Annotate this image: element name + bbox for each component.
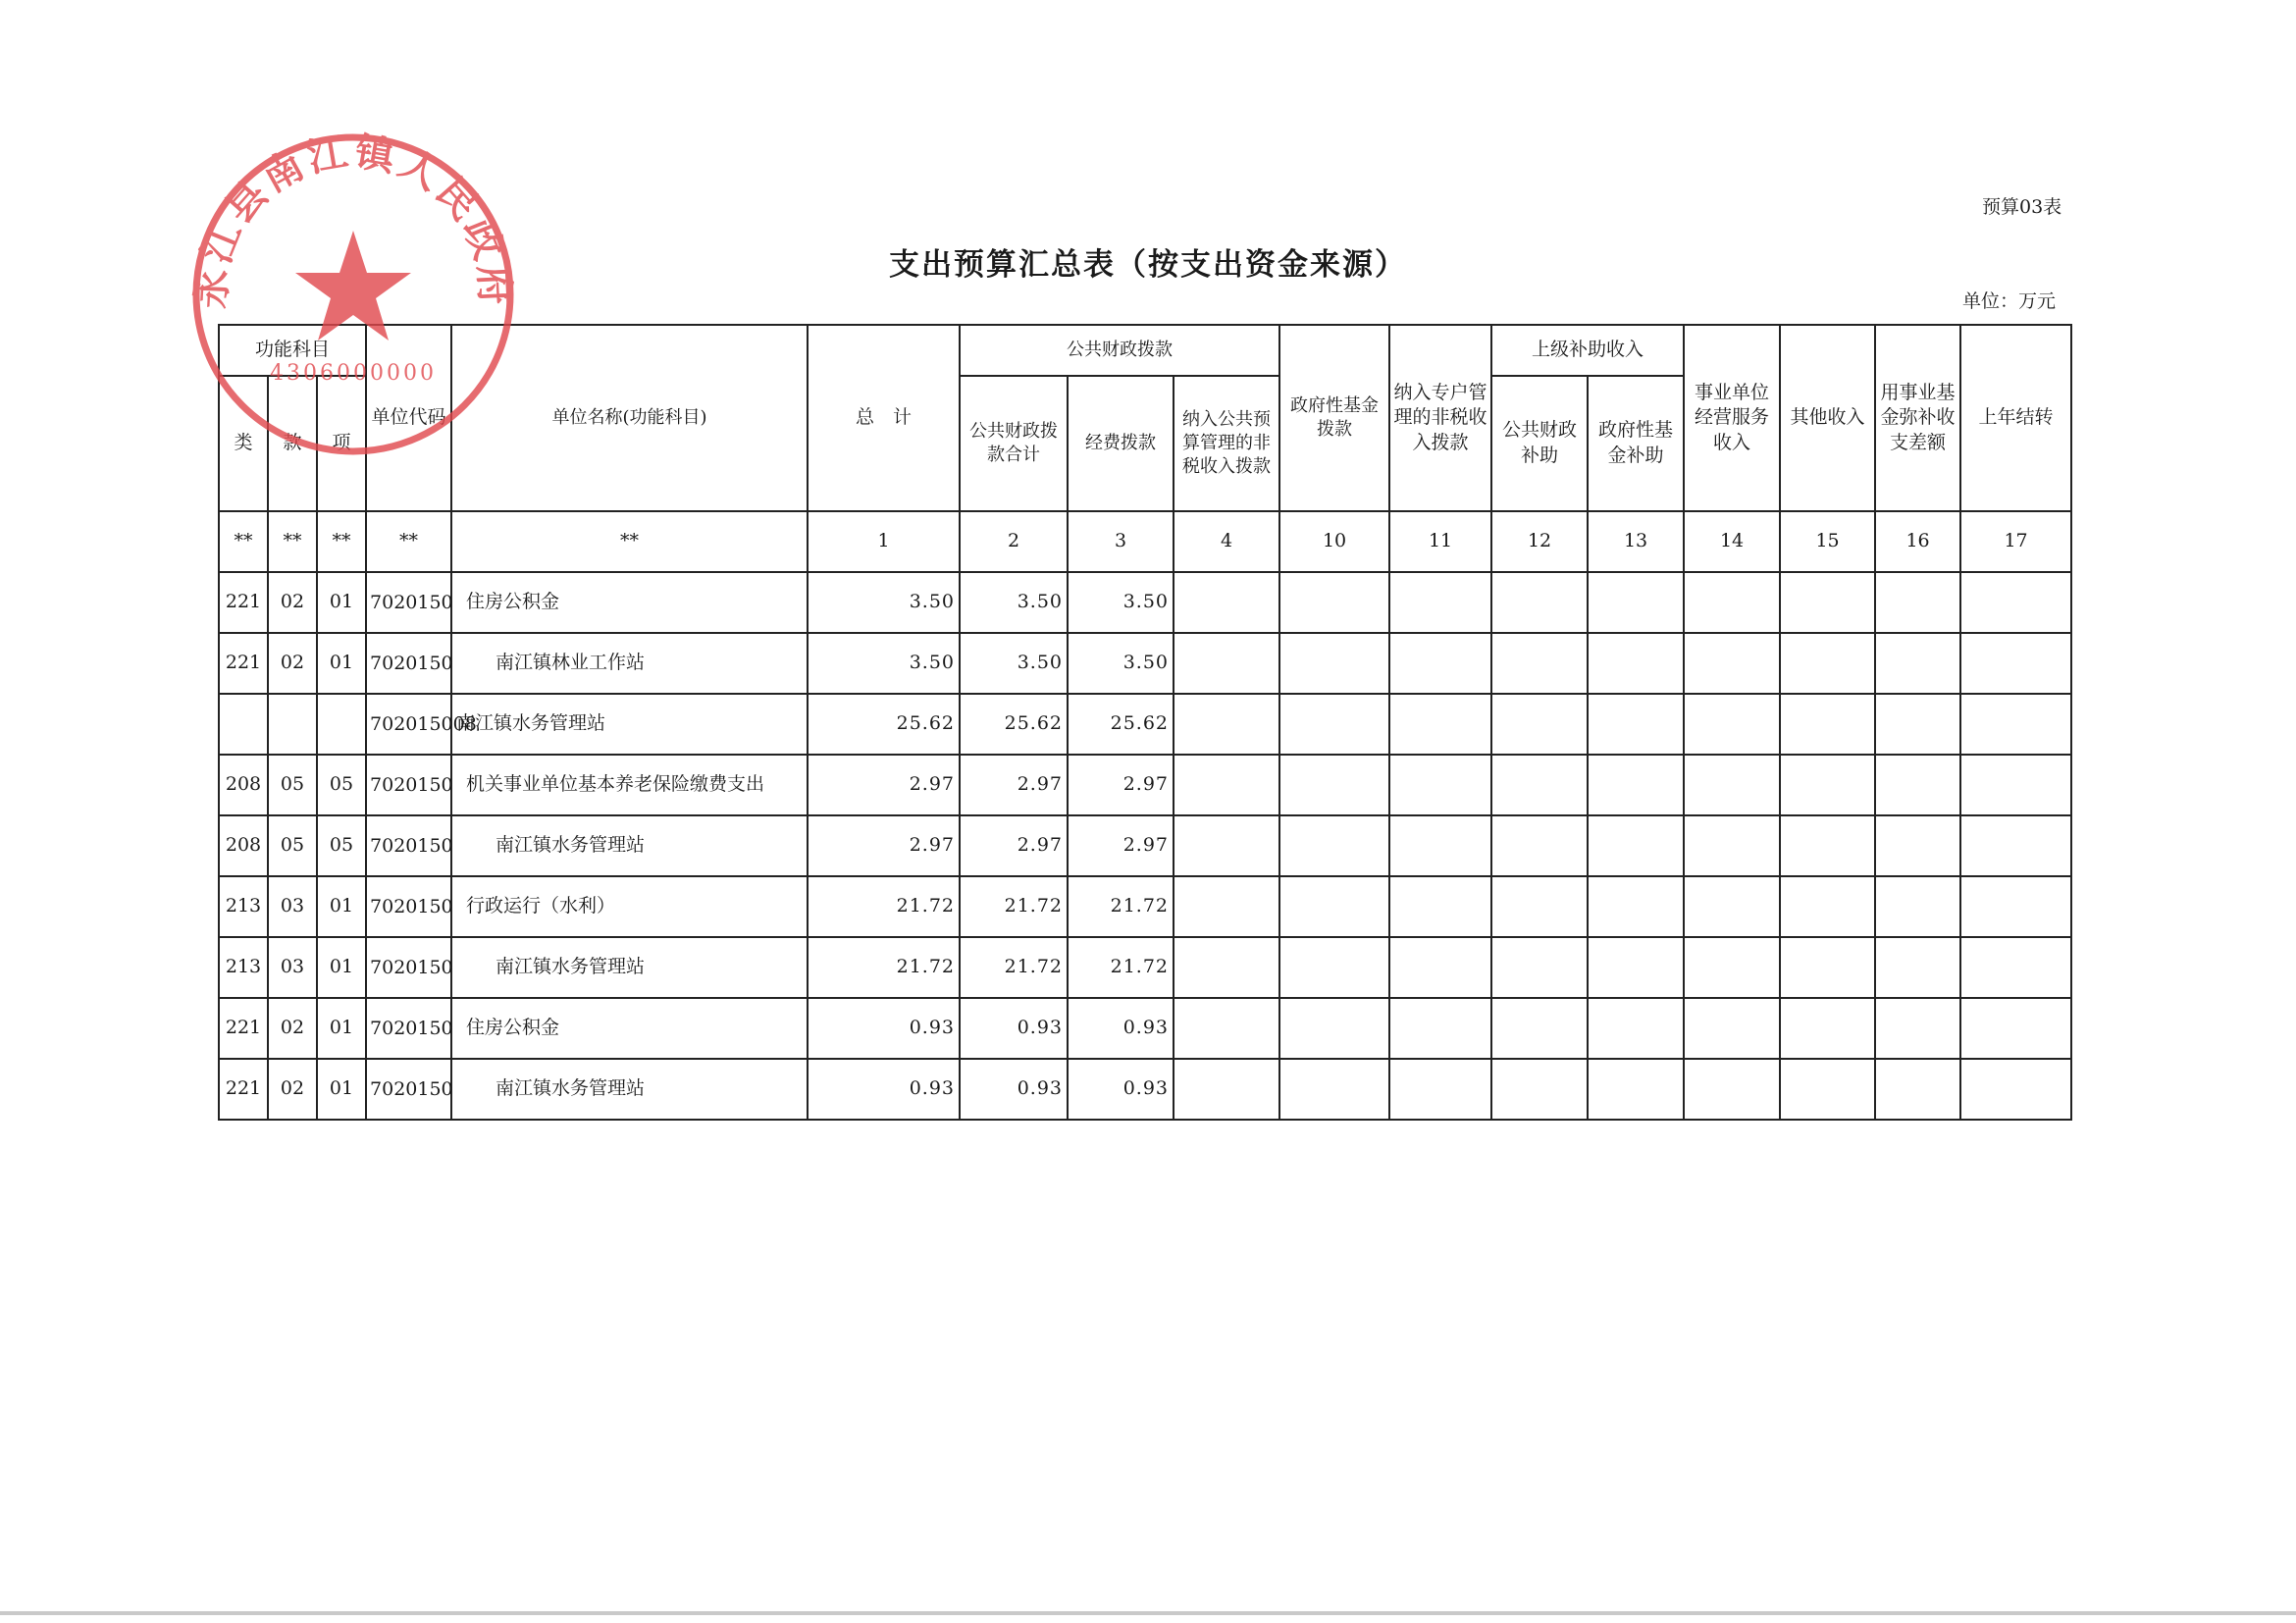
empty-cell — [1780, 876, 1875, 937]
public-finance-total-cell: 0.93 — [960, 1059, 1068, 1120]
empty-cell — [1491, 815, 1588, 876]
operating-funds-cell: 2.97 — [1068, 815, 1174, 876]
kuan-cell: 02 — [268, 633, 317, 694]
header-prior-carryover: 上年结转 — [1960, 325, 2071, 511]
unit-name-cell: 南江镇水务管理站 — [451, 815, 808, 876]
empty-cell — [1491, 633, 1588, 694]
unit-code-cell: 7020150 — [366, 876, 451, 937]
empty-cell — [1491, 1059, 1588, 1120]
empty-cell — [1588, 876, 1684, 937]
column-index-cell: ** — [317, 511, 366, 572]
header-operating-funds: 经费拨款 — [1068, 376, 1174, 511]
unit-code-cell: 7020150 — [366, 937, 451, 998]
empty-cell — [1389, 694, 1491, 755]
empty-cell — [1588, 572, 1684, 633]
empty-cell — [1174, 876, 1279, 937]
header-business-service: 事业单位经营服务收入 — [1684, 325, 1780, 511]
empty-cell — [1875, 755, 1960, 815]
column-index-cell: 13 — [1588, 511, 1684, 572]
column-index-cell: 2 — [960, 511, 1068, 572]
empty-cell — [1684, 572, 1780, 633]
kuan-cell: 02 — [268, 998, 317, 1059]
public-finance-total-cell: 25.62 — [960, 694, 1068, 755]
empty-cell — [1684, 937, 1780, 998]
column-index-row — [219, 511, 2071, 572]
header-functional-subject: 功能科目 — [219, 325, 366, 376]
empty-cell — [1174, 633, 1279, 694]
lei-cell: 208 — [219, 755, 268, 815]
kuan-cell: 02 — [268, 1059, 317, 1120]
unit-code-cell: 7020150 — [366, 1059, 451, 1120]
header-special-nontax: 纳入专户管理的非税收入拨款 — [1389, 325, 1491, 511]
empty-cell — [1389, 998, 1491, 1059]
unit-code-cell: 7020150 — [366, 572, 451, 633]
empty-cell — [1684, 694, 1780, 755]
column-index-cell: 14 — [1684, 511, 1780, 572]
operating-funds-cell: 3.50 — [1068, 633, 1174, 694]
xiang-cell: 01 — [317, 572, 366, 633]
public-finance-total-cell: 2.97 — [960, 815, 1068, 876]
operating-funds-cell: 25.62 — [1068, 694, 1174, 755]
table-row — [219, 876, 2071, 937]
unit-code-cell: 7020150 — [366, 755, 451, 815]
empty-cell — [1875, 937, 1960, 998]
header-total: 总 计 — [808, 325, 960, 511]
header-superior-subsidy: 上级补助收入 — [1491, 325, 1684, 376]
unit-code-cell: 7020150 — [366, 815, 451, 876]
empty-cell — [1174, 998, 1279, 1059]
operating-funds-cell: 0.93 — [1068, 998, 1174, 1059]
empty-cell — [1491, 998, 1588, 1059]
header-superior-gov-fund: 政府性基金补助 — [1588, 376, 1684, 511]
empty-cell — [1389, 572, 1491, 633]
total-cell: 0.93 — [808, 998, 960, 1059]
unit-name-cell: 住房公积金 — [451, 998, 808, 1059]
empty-cell — [1960, 572, 2071, 633]
unit-name-cell: 行政运行（水利） — [451, 876, 808, 937]
operating-funds-cell: 0.93 — [1068, 1059, 1174, 1120]
empty-cell — [1279, 937, 1389, 998]
total-cell: 21.72 — [808, 876, 960, 937]
xiang-cell: 05 — [317, 755, 366, 815]
header-kuan: 款 — [268, 376, 317, 511]
table-row — [219, 694, 2071, 755]
empty-cell — [1960, 694, 2071, 755]
xiang-cell: 01 — [317, 937, 366, 998]
lei-cell: 213 — [219, 937, 268, 998]
header-superior-public: 公共财政补助 — [1491, 376, 1588, 511]
empty-cell — [1780, 694, 1875, 755]
kuan-cell: 03 — [268, 876, 317, 937]
xiang-cell: 01 — [317, 1059, 366, 1120]
column-index-cell: 3 — [1068, 511, 1174, 572]
kuan-cell: 02 — [268, 572, 317, 633]
table-row — [219, 998, 2071, 1059]
empty-cell — [1389, 755, 1491, 815]
unit-name-cell: 南江镇林业工作站 — [451, 633, 808, 694]
column-index-cell: ** — [366, 511, 451, 572]
empty-cell — [1960, 998, 2071, 1059]
empty-cell — [1389, 815, 1491, 876]
empty-cell — [1279, 1059, 1389, 1120]
unit-code-cell: 702015008 — [366, 694, 451, 755]
empty-cell — [1174, 755, 1279, 815]
empty-cell — [1279, 998, 1389, 1059]
empty-cell — [1279, 694, 1389, 755]
empty-cell — [1279, 572, 1389, 633]
column-index-cell: 1 — [808, 511, 960, 572]
xiang-cell: 01 — [317, 998, 366, 1059]
empty-cell — [1279, 876, 1389, 937]
empty-cell — [1389, 876, 1491, 937]
column-index-cell: ** — [451, 511, 808, 572]
header-public-finance: 公共财政拨款 — [960, 325, 1279, 376]
public-finance-total-cell: 21.72 — [960, 937, 1068, 998]
table-row — [219, 755, 2071, 815]
empty-cell — [1279, 633, 1389, 694]
header-xiang: 项 — [317, 376, 366, 511]
unit-name-cell: 南江镇水务管理站 — [451, 1059, 808, 1120]
column-index-cell: 15 — [1780, 511, 1875, 572]
empty-cell — [1174, 815, 1279, 876]
lei-cell: 208 — [219, 815, 268, 876]
empty-cell — [1684, 876, 1780, 937]
operating-funds-cell: 3.50 — [1068, 572, 1174, 633]
empty-cell — [1279, 755, 1389, 815]
empty-cell — [1684, 633, 1780, 694]
seal-code: 4306000000 — [270, 361, 437, 386]
kuan-cell: 03 — [268, 937, 317, 998]
lei-cell — [219, 694, 268, 755]
empty-cell — [1588, 633, 1684, 694]
column-index-cell: 16 — [1875, 511, 1960, 572]
empty-cell — [1174, 937, 1279, 998]
public-finance-total-cell: 3.50 — [960, 572, 1068, 633]
header-public-finance-total: 公共财政拨款合计 — [960, 376, 1068, 511]
header-other-income: 其他收入 — [1780, 325, 1875, 511]
empty-cell — [1960, 1059, 2071, 1120]
public-finance-total-cell: 2.97 — [960, 755, 1068, 815]
empty-cell — [1279, 815, 1389, 876]
empty-cell — [1684, 815, 1780, 876]
column-index-cell: ** — [268, 511, 317, 572]
unit-code-cell: 7020150 — [366, 633, 451, 694]
empty-cell — [1174, 1059, 1279, 1120]
column-index-cell: 11 — [1389, 511, 1491, 572]
xiang-cell: 01 — [317, 633, 366, 694]
total-cell: 3.50 — [808, 572, 960, 633]
header-unit-code: 单位代码 — [366, 325, 451, 511]
unit-label: 单位：万元 — [1962, 290, 2057, 312]
empty-cell — [1588, 998, 1684, 1059]
column-index-cell: 12 — [1491, 511, 1588, 572]
xiang-cell: 05 — [317, 815, 366, 876]
empty-cell — [1960, 815, 2071, 876]
kuan-cell: 05 — [268, 815, 317, 876]
empty-cell — [1780, 937, 1875, 998]
lei-cell: 221 — [219, 998, 268, 1059]
empty-cell — [1174, 572, 1279, 633]
empty-cell — [1780, 755, 1875, 815]
table-row — [219, 937, 2071, 998]
empty-cell — [1875, 876, 1960, 937]
empty-cell — [1491, 694, 1588, 755]
operating-funds-cell: 21.72 — [1068, 937, 1174, 998]
lei-cell: 221 — [219, 1059, 268, 1120]
total-cell: 25.62 — [808, 694, 960, 755]
total-cell: 2.97 — [808, 755, 960, 815]
empty-cell — [1588, 755, 1684, 815]
empty-cell — [1960, 633, 2071, 694]
page-title: 支出预算汇总表（按支出资金来源） — [889, 247, 1407, 283]
header-nontax-budget: 纳入公共预算管理的非税收入拨款 — [1174, 376, 1279, 511]
empty-cell — [1174, 694, 1279, 755]
empty-cell — [1588, 937, 1684, 998]
total-cell: 0.93 — [808, 1059, 960, 1120]
empty-cell — [1491, 572, 1588, 633]
kuan-cell: 05 — [268, 755, 317, 815]
kuan-cell — [268, 694, 317, 755]
empty-cell — [1780, 1059, 1875, 1120]
empty-cell — [1780, 815, 1875, 876]
unit-name-cell: 住房公积金 — [451, 572, 808, 633]
star-icon — [295, 231, 411, 340]
lei-cell: 221 — [219, 633, 268, 694]
empty-cell — [1875, 815, 1960, 876]
empty-cell — [1389, 633, 1491, 694]
column-index-cell: 10 — [1279, 511, 1389, 572]
empty-cell — [1684, 755, 1780, 815]
empty-cell — [1875, 694, 1960, 755]
empty-cell — [1875, 998, 1960, 1059]
table-row — [219, 1059, 2071, 1120]
xiang-cell — [317, 694, 366, 755]
empty-cell — [1780, 633, 1875, 694]
header-unit-name: 单位名称(功能科目) — [451, 325, 808, 511]
operating-funds-cell: 21.72 — [1068, 876, 1174, 937]
empty-cell — [1780, 572, 1875, 633]
empty-cell — [1875, 572, 1960, 633]
header-lei: 类 — [219, 376, 268, 511]
empty-cell — [1960, 937, 2071, 998]
empty-cell — [1875, 633, 1960, 694]
header-fund-cover: 用事业基金弥补收支差额 — [1875, 325, 1960, 511]
unit-name-cell: 南江镇水务管理站 — [451, 937, 808, 998]
lei-cell: 213 — [219, 876, 268, 937]
table-row — [219, 633, 2071, 694]
form-number: 预算03表 — [1982, 196, 2062, 218]
operating-funds-cell: 2.97 — [1068, 755, 1174, 815]
official-seal — [182, 123, 525, 466]
empty-cell — [1588, 815, 1684, 876]
total-cell: 2.97 — [808, 815, 960, 876]
unit-name-cell: 机关事业单位基本养老保险缴费支出 — [451, 755, 808, 815]
xiang-cell: 01 — [317, 876, 366, 937]
empty-cell — [1588, 694, 1684, 755]
table-row — [219, 815, 2071, 876]
header-gov-fund: 政府性基金拨款 — [1279, 325, 1389, 511]
unit-name-cell: 南江镇水务管理站 — [451, 694, 808, 755]
empty-cell — [1960, 755, 2071, 815]
empty-cell — [1588, 1059, 1684, 1120]
empty-cell — [1491, 937, 1588, 998]
public-finance-total-cell: 3.50 — [960, 633, 1068, 694]
empty-cell — [1684, 998, 1780, 1059]
empty-cell — [1491, 876, 1588, 937]
empty-cell — [1875, 1059, 1960, 1120]
table-row — [219, 572, 2071, 633]
empty-cell — [1780, 998, 1875, 1059]
empty-cell — [1491, 755, 1588, 815]
empty-cell — [1389, 937, 1491, 998]
table-body — [219, 572, 2071, 1120]
total-cell: 3.50 — [808, 633, 960, 694]
public-finance-total-cell: 0.93 — [960, 998, 1068, 1059]
column-index-cell: 4 — [1174, 511, 1279, 572]
seal-text: 永江县南江镇人民政府 — [188, 128, 518, 310]
empty-cell — [1389, 1059, 1491, 1120]
column-index-cell: ** — [219, 511, 268, 572]
unit-code-cell: 7020150 — [366, 998, 451, 1059]
total-cell: 21.72 — [808, 937, 960, 998]
empty-cell — [1684, 1059, 1780, 1120]
scan-edge — [0, 1611, 2296, 1615]
column-index-cell: 17 — [1960, 511, 2071, 572]
lei-cell: 221 — [219, 572, 268, 633]
empty-cell — [1960, 876, 2071, 937]
public-finance-total-cell: 21.72 — [960, 876, 1068, 937]
